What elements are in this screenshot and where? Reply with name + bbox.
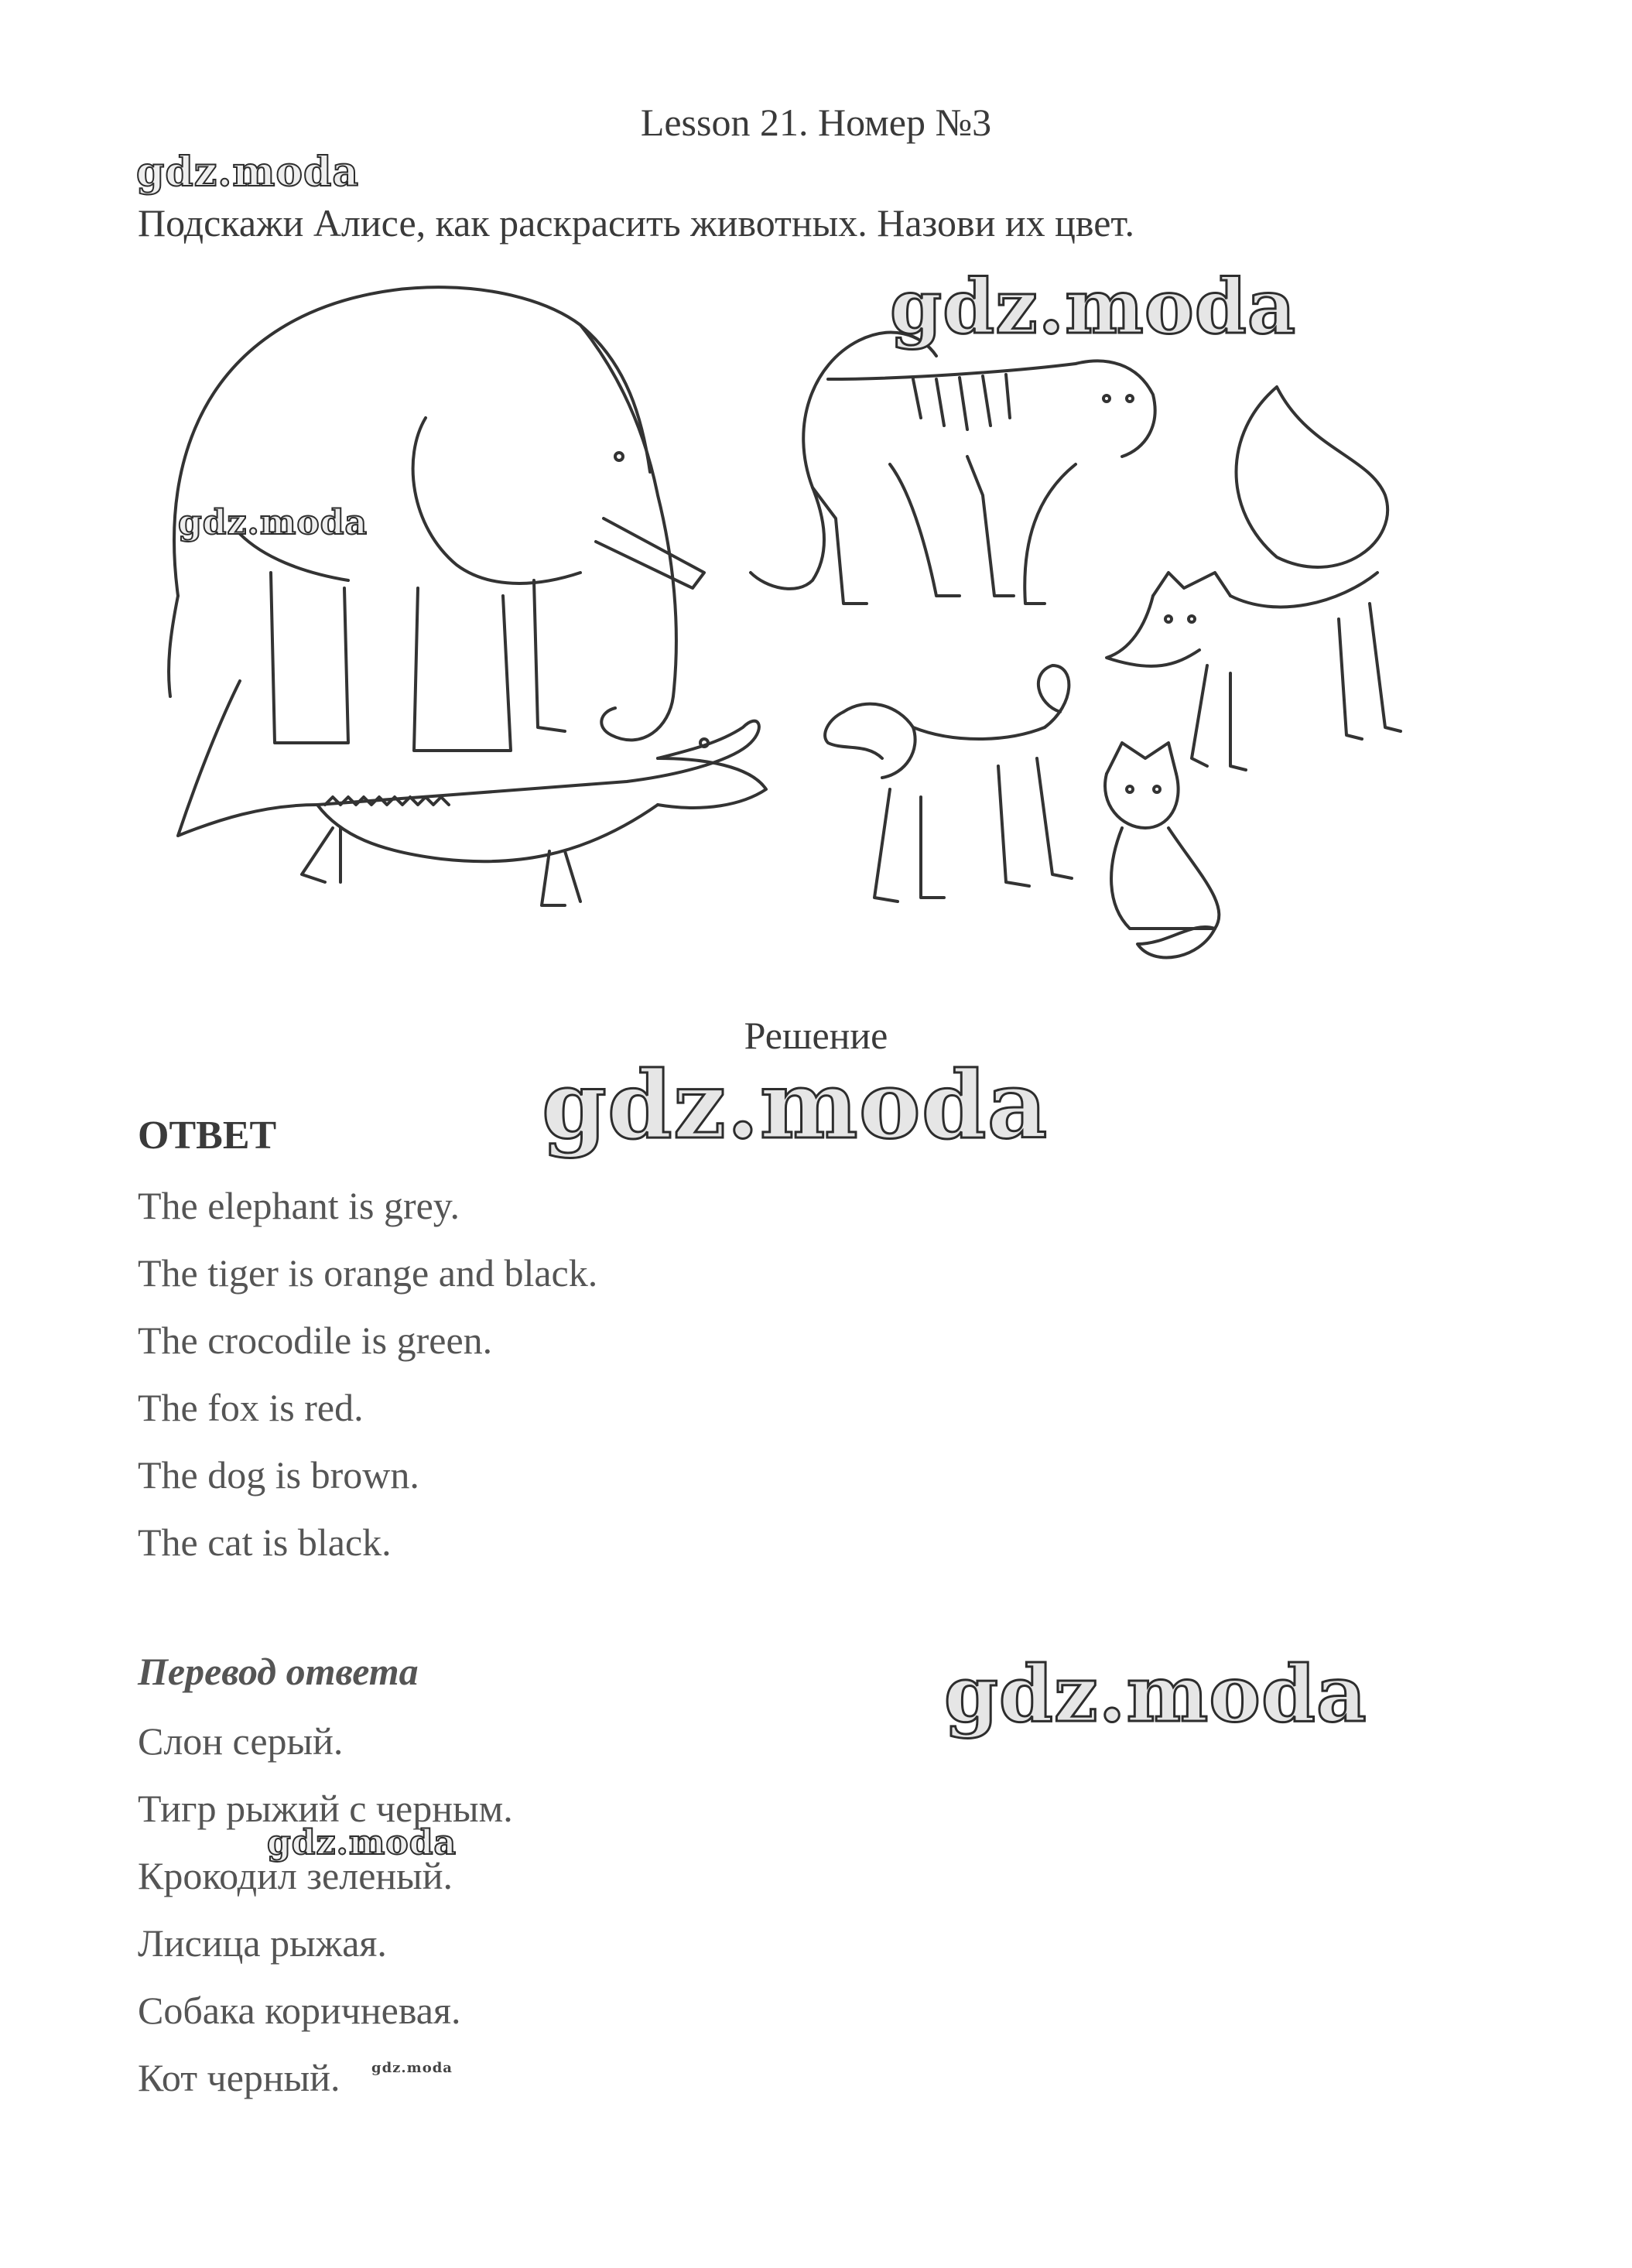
watermark-logo: gdz.moda xyxy=(178,503,368,542)
translation-line: Лисица рыжая. xyxy=(138,1921,387,1965)
translation-list xyxy=(138,1718,513,2122)
translation-line: Слон серый. xyxy=(138,1719,344,1763)
fox-drawing xyxy=(1107,387,1401,770)
watermark-logo: gdz.moda xyxy=(267,1823,457,1863)
task-text: Подскажи Алисе, как раскрасить животных. Назови их цвет. xyxy=(138,201,1134,245)
answer-line: The tiger is orange and black. xyxy=(138,1251,598,1295)
cat-drawing xyxy=(1105,743,1219,957)
answer-line: The elephant is grey. xyxy=(138,1184,460,1227)
watermark-logo: gdz.moda xyxy=(371,2060,453,2076)
answer-list xyxy=(138,1182,597,1586)
solution-heading: Решение xyxy=(744,1014,888,1057)
tiger-drawing xyxy=(751,333,1155,604)
answer-line: The crocodile is green. xyxy=(138,1319,493,1362)
watermark-logo: gdz.moda xyxy=(944,1648,1367,1739)
watermark-logo: gdz.moda xyxy=(890,263,1297,351)
animals-illustration xyxy=(147,263,1432,960)
watermark-logo: gdz.moda xyxy=(542,1051,1049,1160)
answer-line: The dog is brown. xyxy=(138,1453,419,1497)
page-title: Lesson 21. Номер №3 xyxy=(640,101,992,144)
translation-title: Перевод ответа xyxy=(138,1650,419,1693)
dog-drawing xyxy=(825,665,1072,901)
answer-line: The cat is black. xyxy=(138,1521,392,1564)
translation-line: Тигр рыжий с черным. xyxy=(138,1787,513,1830)
translation-line: Собака коричневая. xyxy=(138,1989,461,2032)
watermark-logo: gdz.moda xyxy=(136,149,360,196)
answer-title: ОТВЕТ xyxy=(138,1113,277,1158)
translation-line: Крокодил зеленый. xyxy=(138,1854,453,1897)
translation-line: Кот черный. xyxy=(138,2056,340,2099)
crocodile-drawing xyxy=(178,681,766,905)
answer-line: The fox is red. xyxy=(138,1386,364,1429)
